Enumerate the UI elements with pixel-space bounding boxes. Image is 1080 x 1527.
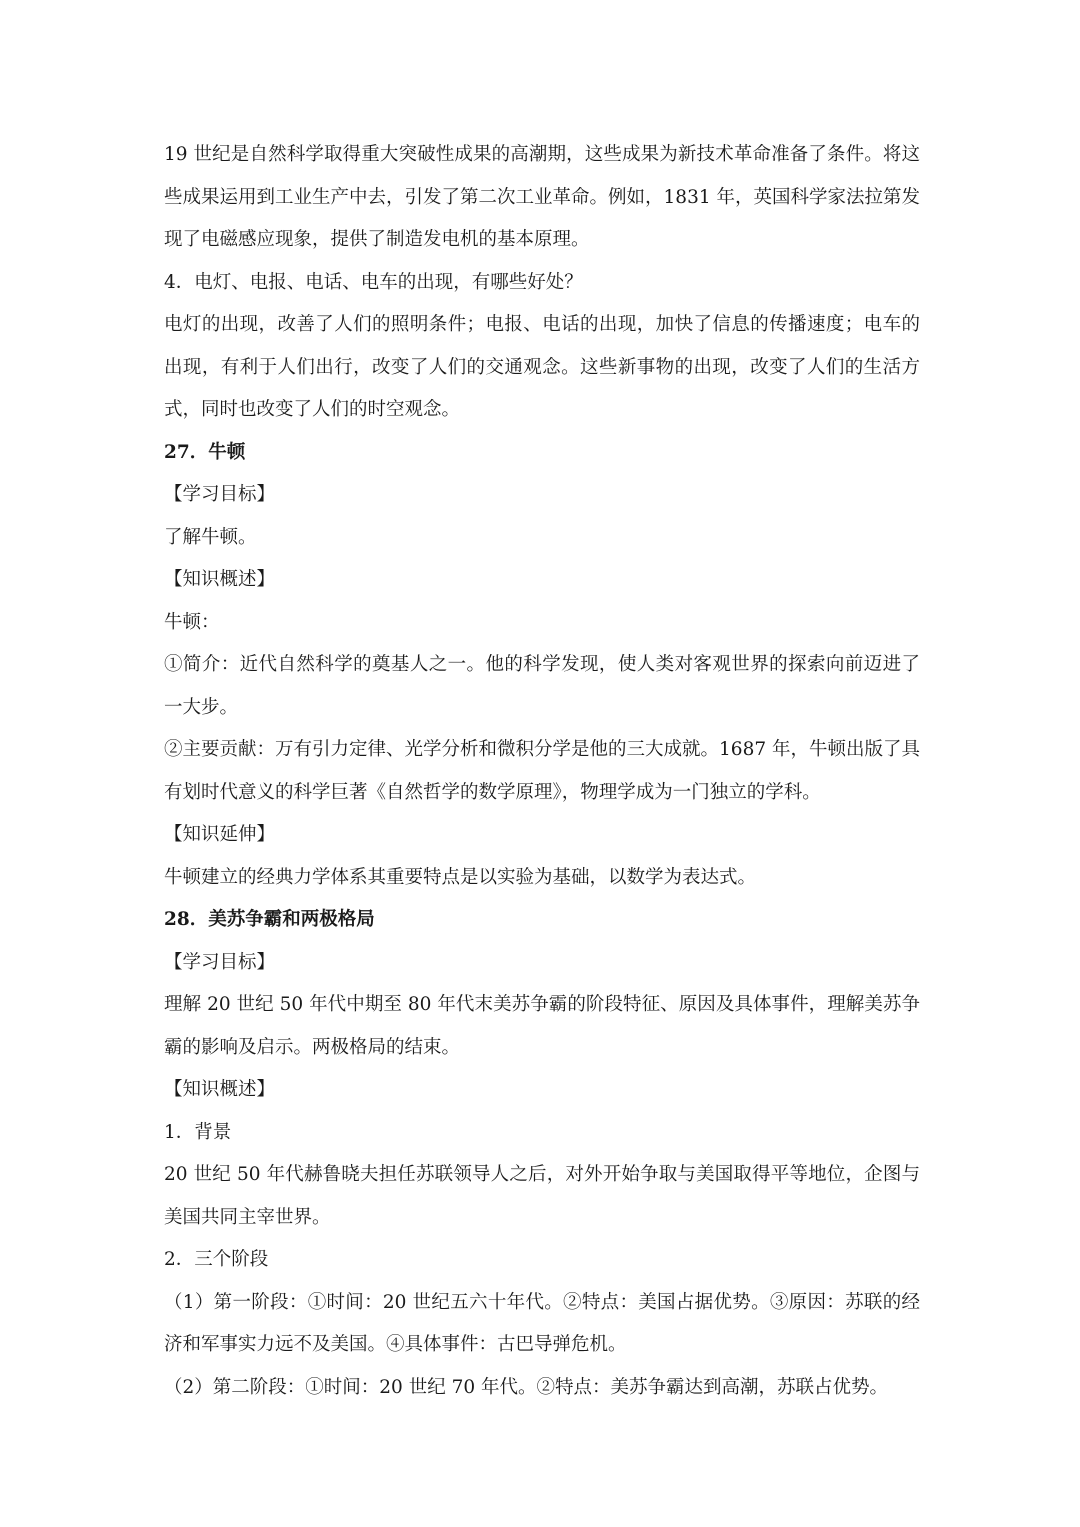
section-heading: 28．美苏争霸和两极格局 [164,909,375,930]
paragraph: 19 世纪是自然科学取得重大突破性成果的高潮期，这些成果为新技术革命准备了条件。将这些成果运用到工业生产中去，引发了第二次工业革命。例如，1831 年，英国科学家法拉第发现了电磁感应现象，提供了制造发电机的基本原理。 [164,144,920,250]
subsection-label: 【学习目标】 [164,484,276,505]
subsection-label: 【知识概述】 [164,1079,276,1100]
paragraph: 理解 20 世纪 50 年代中期至 80 年代末美苏争霸的阶段特征、原因及具体事件，理解美苏争霸的影响及启示。两极格局的结束。 [164,994,920,1058]
document-page [164,134,920,1409]
list-item: ①简介：近代自然科学的奠基人之一。他的科学发现，使人类对客观世界的探索向前迈进了一大步。 [164,654,920,718]
subsection-label: 【知识概述】 [164,569,276,590]
list-item: （1）第一阶段：①时间：20 世纪五六十年代。②特点：美国占据优势。③原因：苏联的经济和军事实力远不及美国。④具体事件：古巴导弹危机。 [164,1291,920,1355]
numbered-heading: 2．三个阶段 [164,1249,269,1270]
paragraph: 牛顿建立的经典力学体系其重要特点是以实验为基础，以数学为表达式。 [164,866,757,888]
list-item: （2）第二阶段：①时间：20 世纪 70 年代。②特点：美苏争霸达到高潮，苏联占优势。 [164,1376,888,1398]
paragraph: 牛顿： [164,611,220,633]
section-heading: 27．牛顿 [164,441,246,463]
paragraph: 了解牛顿。 [164,526,257,548]
subsection-label: 【学习目标】 [164,951,276,973]
numbered-heading: 1．背景 [164,1121,232,1143]
list-item: ②主要贡献：万有引力定律、光学分析和微积分学是他的三大成就。1687 年，牛顿出版了具有划时代意义的科学巨著《自然哲学的数学原理》，物理学成为一门独立的学科。 [164,739,920,803]
paragraph: 20 世纪 50 年代赫鲁晓夫担任苏联领导人之后，对外开始争取与美国取得平等地位，企图与美国共同主宰世界。 [164,1164,920,1228]
paragraph: 电灯的出现，改善了人们的照明条件；电报、电话的出现，加快了信息的传播速度；电车的出现，有利于人们出行，改变了人们的交通观念。这些新事物的出现，改变了人们的生活方式，同时也改变了人们的时空观念。 [164,314,920,420]
question: 4．电灯、电报、电话、电车的出现，有哪些好处？ [164,271,583,293]
subsection-label: 【知识延伸】 [164,824,276,845]
